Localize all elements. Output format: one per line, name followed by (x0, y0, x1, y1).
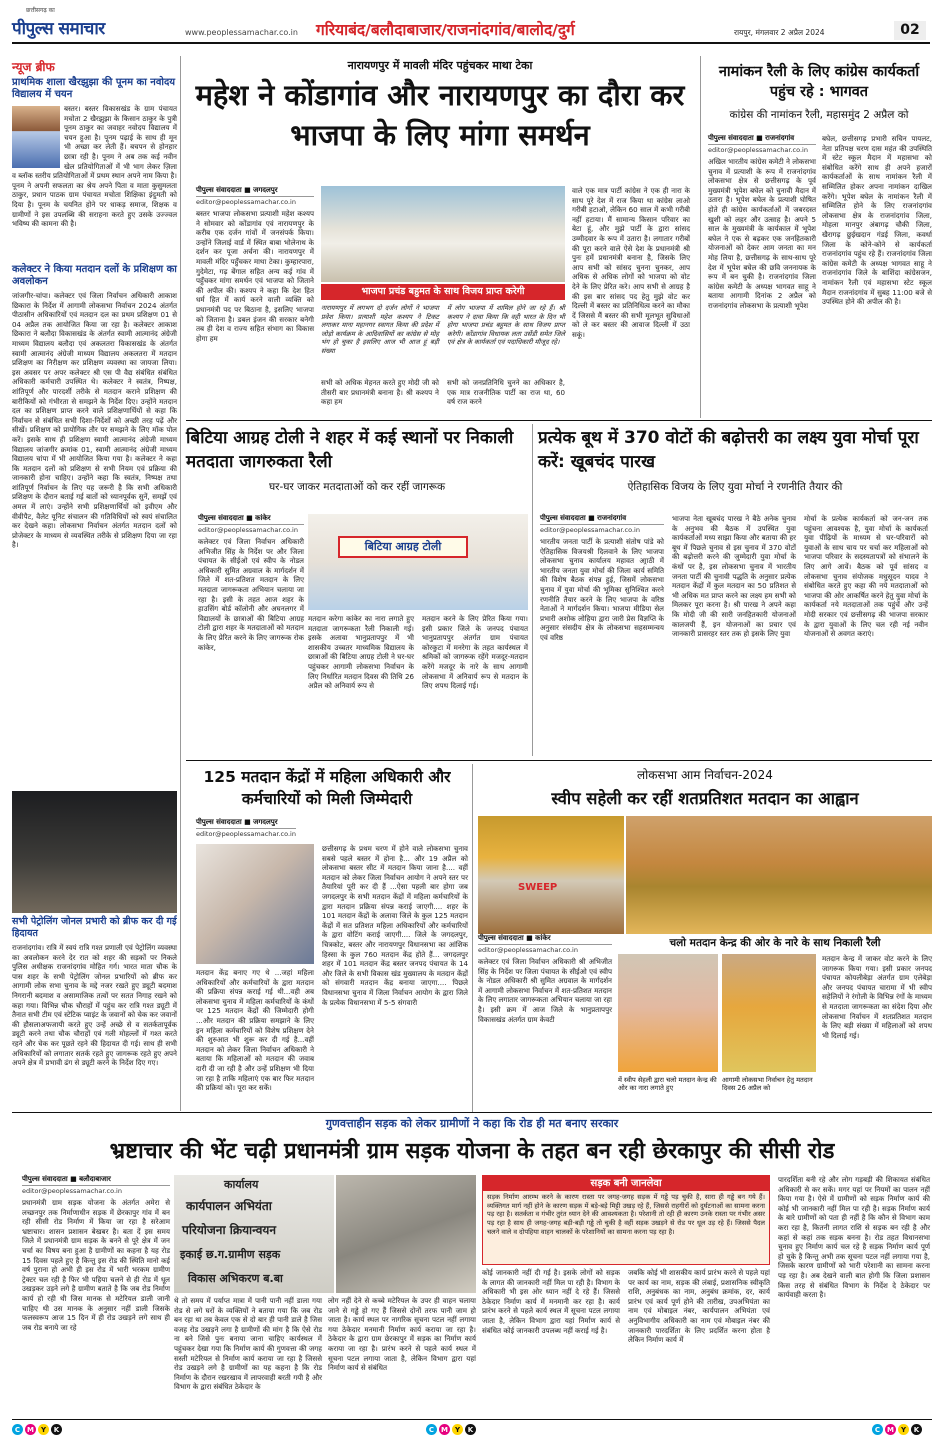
bottom-body-3: लोग नहीं देने से कच्चे मटेरियल के उपर ही वाहन चलाया जाने से गड्ढे हो गए हैं जिससे दोनों तरफ पानी जाम हो जाता है। कार्य स्थल पर नागरिक सूचना पटल नहीं लगाया गया ठेकेदार मनमानी निर्माण कार्य कराया जा रहा है। ठेकेदार के द्वारा ग्राम छेरकापुर में सड़क का निर्माण कार्य कराया जा रहा है। प्रारंभ करने से पहले कार्य स्थल में सूचना पटल लगाया जाता है, लेकिन विभाग द्वारा यहां निर्माण कार्य से संबंधित (328, 1296, 476, 1373)
board-line-4: इकाई छ.ग.ग्रामीण सड़क (180, 1248, 281, 1261)
bitiya-body-2: मतदान करेगा कांकेर का नारा लगाते हुए मतदाता जागरूकता रैली निकाली गई। इसके अलावा भानुप्रतापपुर में भी शासकीय उच्चतर माध्यमिक विद्यालय के छात्राओं की बिटिया आग्रह टोली ने घर-घर पहुंचकर आगामी लोकसभा निर्वाचन के लिए निर्धारित मतदान दिवस की तिथि 26 अप्रैल को अनिवार्य रूप से (308, 614, 414, 691)
women-right-rule (472, 764, 473, 1112)
issue-date: रायपुर, मंगलवार 2 अप्रैल 2024 (734, 28, 825, 37)
sweep-photo-rally (626, 816, 932, 934)
sweep-body-2: मतदान केन्द्र में जाकर वोट करने के लिए जागरूक किया गया। इसी प्रकार जनपद पंचायत कोयलीबेड़ा अंतर्गत ग्राम एलेबेड़ा और जनपद पंचायत चारामा में भी स्वीप सहेलियों ने रंगोली के विभिन्न रंगों के माध्यम से मतदाता जागरूकता का संदेश दिया और लोकसभा निर्वाचन में शतप्रतिशत मतदान के लिए बड़ी संख्या में महिलाओं को शपथ भी दिलाई गई। (822, 954, 932, 1040)
cmyk-y: Y (452, 1424, 463, 1435)
lead-right-rule (700, 56, 701, 418)
box-title: सड़क बनी जानलेवा (483, 1176, 769, 1191)
cmyk-y: Y (898, 1424, 909, 1435)
sweep-body-1: कलेक्टर एवं जिला निर्वाचन अधिकारी श्री अभिजीत सिंह के निर्देश पर जिला पंचायत के सीईओ एवं स्वीप के नोडल अधिकारी श्री सुमित अग्रवाल के मार्गदर्शन में आगामी लोकसभा निर्वाचन में शत-प्रतिशत मतदान के लिए लगातार जागरूकता अभियान चलाया जा रहा है। इसी क्रम में आज जिले के भानुप्रतापपुर विकासखंड अंतर्गत ग्राम केवटी (478, 957, 613, 1024)
cmyk-marks-right (872, 1424, 922, 1435)
brief-headline-1: प्राथमिक शाला खैरझुझा की पूनम का नवोदय विद्यालय में चयन (12, 77, 176, 100)
women-photo (196, 844, 314, 964)
cmyk-k: K (911, 1424, 922, 1435)
booth-email[interactable]: editor@peoplessamachar.co.in (540, 526, 640, 534)
bitiya-body-1: कलेक्टर एवं जिला निर्वाचन अधिकारी अभिजीत सिंह के निर्देश पर और जिला पंचायत के सीईओ एवं स्वीप के नोडल अधिकारी सुमित अग्रवाल के मार्गदर्शन में जिले में शत-प्रतिशत मतदान के लिए मतदाता जागरूकता अभियान चलाया जा रहा है। इसी के तहत आज शहर के हाउसिंग बोर्ड कॉलोनी और अघनलगर में विद्यालयों के छात्राओं की बिटिया आग्रह टोली द्वारा शहर के मतदाताओं को मतदान के लिए प्रेरित करने के लिए जागरूक रोक कांकेर, (198, 537, 304, 652)
bitiya-headline: बिटिया आग्रह टोली ने शहर में कई स्थानों पर निकाली मतदाता जागरुकता रैली (186, 428, 514, 472)
cmyk-c: C (426, 1424, 437, 1435)
booth-body-1: भारतीय जनता पार्टी के प्रत्याशी संतोष पांडे को ऐतिहासिक विजयश्री दिलवाने के लिए भाजपा लोकसभा चुनाव कार्यालय महावत आ्राठी में भारतीय जनता युवा मोर्चा की जिला कार्य समिति की विशेष बैठक संपन्न हुई, जिसमें लोकसभा चुनाव में युवा मोर्चा की भूमिका सुनिश्चित करने रणनीति तैयार करने के लिए भाजपा के वरिष्ठ नेताओं ने मार्गदर्शन किया। भाजपा मीडिया सेल प्रभारी अशोक लोहिया द्वारा जारी प्रेस विज्ञप्ति के अनुसार संसदीय क्षेत्र के लोकसभा सहसम्मन्वय एवं वरिष्ठ (540, 537, 664, 642)
bitiya-col-1 (198, 514, 304, 756)
bitiya-photo (308, 514, 528, 610)
bottom-col-1 (22, 1175, 170, 1415)
sweep-cap-b: आगामी लोकसभा निर्वाचन हेतु मतदान दिवस 26 अप्रैल को (722, 1076, 813, 1092)
logo[interactable] (12, 7, 192, 40)
rule-row-1 (186, 420, 932, 421)
news-brief-tag: न्यूज ब्रीफ (12, 60, 55, 74)
lead-email[interactable]: editor@peoplessamachar.co.in (196, 198, 296, 206)
bottom-body-2: थे तो समय में पर्याप्त मात्रा में पानी पानी नहीं डाला गया रोड से लगे घरों के व्यक्तियों ने बताया गया कि जब रोड बन रहा था तब केवल एक से दो बार ही पानी डाले है जिस वजह रोड उखड़ने लगा है ग्रामीणों की मांग है कि ऐसे रोड ना बने जिसे पुनः बनाया जाना चाहिए कार्यस्थल में पहुंचकर देखा गया कि निर्माण कार्य की गुणवत्ता की जगह सस्ती मटेरियल से निर्माण कार्य कराया जा रहा है जिससे रोड उखड़ने लगे है ग्रामीणों का यह कहना है कि रोड निर्माण के दौरान रखरखाव में लापरवाही बरती गयी है और विभाग के द्वारा संबंधित ठेकेदार के (174, 1296, 322, 1392)
brief-body-3: राजनांदगांव। रात्रि में स्वयं रात्रि गश्त प्रणाली एवं पेट्रोलिंग व्यवस्था का अवलोकन करने देर रात को शहर की सड़कों पर निकले पुलिस अधीक्षक राजनांदगांव मोहित गर्ग। भारत माता चौक के पास शहर के सभी पेट्रोलिंग जोनल प्रभारियों को ब्रीफ कर आगामी लोक सभा चुनाव के मद्दे नजर रखते हुए ड्यूटी बदमाश निगरानी बदमाश व असामाजिक तत्वों पर सतत निगाह रखने को कहा गया। विभिन्न चौक चौराहों में पहुंच कर रात्रि गश्त ड्यूटी में तैनात सभी टीम एवं स्टेटिक प्वाइंट के जवानों को चेक कर जवानों की हौसलाअफजायी करते हुए उन्हें अच्छे से व सतर्कतापूर्वक ड्यूटी करने तथा चौक चौराहों एवं गली मोहल्लों में गश्त करते रहने और चेक कर पूछते रहने की हिदायत दी गई। साथ ही सभी अधिकारियों को लगातार सतर्क रहते हुए जागरूक रहते हुए अपने अपने क्षेत्र में प्रभावी ढंग से ड्यूटी करने के निर्देश दिए गए। (12, 943, 177, 1068)
rally-sub: कांग्रेस की नामांकन रैली, महासमुंद 2 अप्रैल को (729, 109, 909, 121)
bottom-kicker: गुणवत्ताहीन सड़क को लेकर ग्रामीणों ने कहा कि रोड ही मत बनाए सरकार (325, 1117, 619, 1130)
rule-row-3 (12, 1112, 932, 1113)
sweep-photo-2 (618, 954, 718, 1072)
booth-headline: प्रत्येक बूथ में 370 वोटों की बढ़ोत्तरी का लक्ष्य युवा मोर्चा पूरा करें: खूबचंद पारख (538, 428, 919, 472)
lead-body-3: वाले एक मात्र पार्टी कांग्रेस ने एक ही नारा के साथ पूरे देश में राज किया था कांग्रेस लाओ गरीबी हटाओ, लेकिन 60 साल में कभी गरीबी नहीं हटाया। मैं सामान्य किसान परिवार का बेटा हूं, और मुझे पार्टी के द्वारा सांसद उम्मीदवार के रूप में उतारा है। लगातार गरीबों की पूरा करने वाले ऐसे देश के प्रधानमंत्री श्री पुनः हमें प्रधानमंत्री बनाना है, जिसके लिए आप सभी को सांसद चुनना चुनकर, आप अधिक से अधिक लोगों को भाजपा को वोट देने के लिए प्रेरित करे। आप सभी से आग्रह है की इस बार सांसद पद हेतु मुझे वोट कर दिल्ली में बस्तर का प्रतिनिधित्व करने का मौका दें जिससे मैं बस्तर की सभी मूलभूत सुविधाओं को ले कर बस्तर की आवाज दिल्ली में उठा सकूं। (572, 186, 690, 339)
masthead-rule (12, 42, 930, 44)
board-line-2: कार्यपालन अभियंता (186, 1199, 272, 1213)
sweep-cap-a: में स्वीप सेहली द्वारा चलो मतदान केन्द्र की ओर का नारा लगाते हुए (618, 1076, 717, 1092)
sweep-photo-3 (722, 954, 816, 1072)
cmyk-k: K (51, 1424, 62, 1435)
brief-caption-3: सभी पेट्रोलिंग जोनल प्रभारी को ब्रीफ कर दी गई हिदायत (12, 916, 177, 939)
photo-banner: भाजपा प्रचंड बहुमत के साथ विजय प्राप्त करेगी (321, 284, 565, 300)
cmyk-m: M (439, 1424, 450, 1435)
lead-body-4: सभी को जनप्रतिनिधि चुनने का अधिकार है, एक मात्र राजनीतिक पार्टी का राज था, 60 वर्ष राज करने (447, 378, 565, 407)
women-body-2: मतदान केंद्र बनाए गए थे ...जहां महिला अधिकारियों और कर्मचारियों के द्वारा मतदान की प्रक्रिया संपन्न कराई गई थी...वही अब लोकसभा चुनाव में महिला कर्मचारियों के कंधों पर 125 मतदान केंद्रों की जिम्मेदारी होगी ...और मतदान की प्रक्रिया समझाने के लिए इन महिला कर्मचारियों को विशेष प्रशिक्षण देने की शुरुआत भी शुरू कर दी गई है...वहीं मतदान को लेकर जिला निर्वाचन अधिकारी ने बताया कि महिलाओं को मतदान की जवाब दारी दी जा रही है और उन्हें प्रशिक्षण भी दिया जा रहा है ताकि महिलाएं एक बार फिर मतदान की प्रक्रियां को। पूरा कर सकें। (196, 968, 314, 1093)
bottom-body-4: कोई जानकारी नहीं दी गई है। इसके लोगों को सड़क के लागत की जानकारी नहीं मिल पा रही है। विभाग के अधिकारी भी इस ओर ध्यान नहीं दे रहे हैं। जिससे ठेकेदार निर्माण कार्य में मनमानी कर रहा है। कार्य प्रारंभ करने से पहले कार्य स्थल में सूचना पटल लगाया जाता है, लेकिन विभाग द्वारा यहां निर्माण कार्य से संबंधित कोई जानकारी उपलब्ध नहीं कराई गई है। (482, 1268, 620, 1335)
patrolling-photo (12, 791, 177, 913)
board-line-5: विकास अभिकरण ब.बा (188, 1272, 283, 1285)
sweep-col-1 (478, 934, 612, 1112)
campaign-photo (321, 186, 565, 282)
women-body-1: छत्तीसगढ़ के प्रथम चरण में होने वाले लोकसभा चुनाव सबसे पहले बस्तर में होना है... और 19 अप्रैल को लोकसभा बस्तर सीट में मतदान किया जाना है.... वहीं मतदान को लेकर जिला निर्वाचन आयोग ने अपने स्तर पर तैयारियां पूरी कर दी हैं ...ऐसा पहली बार होगा जब जगदलपुर के सभी मतदान केंद्रों में महिला कर्मचारियों के द्वारा मतदान प्रक्रिया संपन्न कराई जाएगी.... शहर के 101 मतदान केंद्रों के अलावा जिले के कुल 125 मतदान केंद्रों में सत प्रतिशत महिला अधिकारियों और कर्मचारियों के द्वारा वोटिंग कराई जाएगी.... जिले के जगदलपुर, चित्रकोट, बस्तर और नारायणपुर विधानसभा का आंशिक हिस्सा के कुल 760 मतदान केंद्र होते हैं... जगदलपुर शहर में 101 मतदान केंद्र बस्तर जनपद पंचायत के 14 और जिले के सभी विकास खंड मुख्यालय के मतदान केंद्रों को संगवारी मतदान केंद्र बनाया जाएगा.... पिछले विधानसभा चुनाव में जिला निर्वाचन आयोग के द्वारा जिले के प्रत्येक विधानसभा में 5-5 संगवारी (322, 844, 468, 1007)
road-photo (336, 1175, 476, 1293)
sweep-kicker: लोकसभा आम निर्वाचन-2024 (637, 768, 773, 782)
booth-byline: पीपुल्स संवाददाता ■ राजनांदगांव (540, 514, 664, 525)
bitiya-banner-text: बिटिया आग्रह टोली (338, 536, 468, 558)
rally-headline: नामांकन रैली के लिए कांग्रेस कार्यकर्ता पहुंच रहे : भागवत (718, 64, 920, 100)
road-danger-box (482, 1175, 770, 1265)
student-photo (12, 106, 60, 168)
cmyk-y: Y (38, 1424, 49, 1435)
bottom-body-5: जबकि कोई भी शासकीय कार्य प्रारंभ करने से पहले यहां पर कार्य का नाम, सड़क की लंबाई, प्रशासनिक स्वीकृति राशि, अनुबंधक का नाम, अनुबंध क्रमांक, दर, कार्य प्रारंभ एवं कार्य पूर्ण होने की तारीख, उपअभियंता का नाम एवं मोबाइल नंबर, कार्यपालन अभियंता एवं अनुविभागीय अधिकारी का नाम एवं मोबाइल नंबर की जानकारी पारदर्शिता के लिए प्रदर्शित करना होता है लेकिन निर्माण कार्य में (628, 1268, 770, 1345)
booth-body-2: भाजपा नेता खूबचंद पारख ने बैठे अनेक चुनाव के अनुभव की बैठक में उपस्थित युवा कार्यकर्ताओं मध्य साझा किया और बताया की हर बूथ में पिछले चुनाव से इस चुनाव में 370 वोटों की बढ़ोत्तरी करने की जुम्मेदारी युवा मोर्चा के कंधों पर है, इस लोकसभा चुनाव में भारतीय जनता पार्टी की चुनावी पद्धति के अनुसार प्रत्येक मतदान केंद्रों में कुल मतदान का 50 प्रतिशत से भी अधिक मत प्राप्त करने का लक्ष्य हम सभी को मिलकर पूरा करना है। श्री पारख ने अपने कहा कि मोदी जी की सारी जनहितकारी योजनाओं कालजयी हैं, इन योजनाओं का प्रचार एवं जानकारी प्रासरहर स्तर तक हो इसके लिए युवा (672, 514, 796, 639)
rally-body-2: बघेल, छत्तीसगढ़ प्रभारी सचिन पायलट, नेता प्रतिपक्ष चरण दास महंत की उपस्थिति में स्टेट स्कूल मैदान में महासभा को संबोधित करेंगे साथ ही अपने हजारों कार्यकर्ताओं के साथ नामांकन रैली में सम्मिलित होकर अपना नामांकन दाखिल करेंगे। भूपेश बघेल के नामांकन रैली में सम्मिलित होने के लिए राजनांदगांव लोकसभा क्षेत्र के राजनांदगांव जिला, मोहला मानपुर अंबागढ़ चौकी जिला, खैरागढ़ छुईखदान गंडई जिला, कवर्धा जिला के कोने-कोने से कार्यकर्ता राजनांदगांव पहुंच रहे हैं। राजनांदगांव जिला कांग्रेस कमेटी के अध्यक्ष भागवत साहू ने राजनांदगांव जिले के बाशिंदा कांग्रेसजन, नामांकन रैली एवं महासभा स्टेट स्कूल मैदान राजनांदगांव में सुबह 11:00 बजे से उपस्थित होने की अपील की है। (822, 134, 932, 307)
bitiya-sub: घर-घर जाकर मतदाताओं को कर रहीं जागरूक (268, 481, 446, 493)
sweep-rangoli-text: SWEEP (518, 882, 558, 893)
bitiya-byline: पीपुल्स संवाददाता ■ कांकेर (198, 514, 304, 525)
bitiya-body-3: मतदान करने के लिए प्रेरित किया गया। इसी प्रकार जिले के जनपद पंचायत भानुप्रतापपुर अंतर्गत ग्राम पंचायत कोरकुटा में मनरेगा के तहत कार्यस्थल में श्रमिकों को जागरूक रहेंगे मजदूर-मतदान करेंगे मजदूर के नारे के साथ आगामी लोकसभा में अनिवार्य रूप से मतदान के लिए शपथ दिलाई गई। (422, 614, 528, 691)
rally-byline: पीपुल्स संवाददाता ■ राजनांदगांव (708, 134, 816, 145)
cmyk-c: C (12, 1424, 23, 1435)
cmyk-c: C (872, 1424, 883, 1435)
lead-byline: पीपुल्स संवाददाता ■ जगदलपुर (196, 186, 314, 197)
brief-headline-2: कलेक्टर ने किया मतदान दलों के प्रशिक्षण का अवलोकन (12, 264, 177, 287)
lead-body-2: सभी को अधिक मेहनत करते हुए मोदी जी को तीसरी बार प्रधानमंत्री बनाना है। श्री कश्यप ने कहा हम (321, 378, 439, 407)
bitiya-email[interactable]: editor@peoplessamachar.co.in (198, 526, 298, 534)
sweep-headline: स्वीप सहेली कर रहीं शतप्रतिशत मतदान का आह्वान (551, 789, 859, 808)
sweep-email[interactable]: editor@peoplessamachar.co.in (478, 946, 578, 954)
left-column-rule (180, 56, 181, 1111)
cmyk-m: M (25, 1424, 36, 1435)
footer-rule (12, 1419, 932, 1420)
women-story (186, 766, 468, 1112)
lead-story (186, 58, 694, 418)
bitiya-right-rule (532, 424, 533, 756)
brief-body-2: जांजगीर-चांपा। कलेक्टर एवं जिला निर्वाचन अधिकारी आकाश छिकारा के निर्देश में आगामी लोकसभा निर्वाचन 2024 अंतर्गत पीठासीन अधिकारियों एवं मतदान दल का प्रथम प्रशिक्षण 01 से 04 अप्रैल तक आयोजित किया जा रहा है। कलेक्टर आकाश छिकारा ने बलौदा विकासखंड के अंतर्गत स्वामी आत्मानंद अंग्रेजी माध्यम विद्यालय बलौदा एवं अकलतरा विकासखंड के अंतर्गत स्वामी आत्मानंद अंग्रेजी माध्यम विद्यालय अकलतरा में मतदान प्रशिक्षण का निरीक्षण कर प्रशिक्षण व्यवस्था का जायजा लिया। इस अवसर पर अपर कलेक्टर श्री एस पी वैद्य संबंधित संबंधित अधिकारी कर्मचारी उपस्थित थे। कलेक्टर ने स्वतंत्र, निष्पक्ष, शांतिपूर्ण और पारदर्शी तरीके से मतदान कराने प्रशिक्षण की बारीकियों को गंभीरता से समझने के निर्देश दिए। उन्होंने मतदान दल का प्रशिक्षण प्राप्त करने वाले प्रशिक्षणार्थियों से कहा कि निर्वाचन से संबंधित सभी दिशा-निर्देशों को अच्छी तरह पढ़ें और सीखें। प्रशिक्षण को प्रायोगिक तौर पर समझने के लिए मॉक पोल करें। इसके साथ ही प्रशिक्षण स्वामी आत्मानंद अंग्रेजी माध्यम विद्यालय जांजगीर क्रमांक 01, स्वामी आत्मानंद अंग्रेजी माध्यम विद्यालय चांपा में भी आयोजित किया गया है। कलेक्टर ने कहा कि मतदान दलों को प्रशिक्षण से सभी नियम एवं प्रक्रिया की जानकारी होना चाहिए। उन्होंने कहा कि स्वतंत्र, निष्पक्ष तथा शांतिपूर्ण निर्वाचन के लिए यह जरूरी है कि सभी अधिकारी प्रशिक्षण के दौरान बताई गई बातों को ध्यानपूर्वक सुनें, समझें एवं अमल में लाएं। उन्होंने सभी प्रशिक्षणार्थियों को इवीएम और वीवीपैट, वैलेट यूनिट संचालन की गतिविधियों को स्वयं संचालित कर देखने कहा। लोकसभा निर्वाचन अंतर्गत मतदान दलों को प्रोजेक्टर के माध्यम से व्यवस्थित तरीके से प्रशिक्षण दिया जा रहा है। (12, 291, 177, 550)
board-line-1: कार्यालय (224, 1178, 259, 1191)
sweep-byline: पीपुल्स संवाददाता ■ कांकेर (478, 934, 612, 945)
bitiya-story (186, 426, 528, 756)
bottom-email[interactable]: editor@peoplessamachar.co.in (22, 1187, 122, 1195)
sweep-story (478, 766, 932, 1112)
rally-story (706, 62, 932, 418)
sweep-photo-caption: चलो मतदान केन्द्र की ओर के नारे के साथ निकाली रैली (669, 937, 881, 949)
booth-body-3: मोर्चा के प्रत्येक कार्यकर्ता को जन-जन तक पहुंचना आवश्यक है, युवा मोर्चा के कार्यकर्ता युवा पीढ़ियों के माध्यम से घर-परिवारों को युवाओं के साथ चाय पर चर्चा कर महिलाओं को भाजपा परिवार के सदस्यतापत्रों को संभालने के लिए आगे आवें। बैठक को पूर्व सांसद व लोकसभा चुनाव संयोजक मधुसूदन यादव ने संबोधित करते हुए कहा की नये मतदाताओं को भाजपा की ओर आकर्षित करने हेतु युवा मोर्चा के कार्यकर्ता नये मतदाताओं तक पहुंचें और उन्हें मोदी सरकार एवं छत्तीसगढ़ की भाजपा सरकार के द्वारा युवाओं के लिए चल रही नई नवीन योजनाओं से अवगत कराएं। (804, 514, 928, 639)
signboard-photo (174, 1175, 334, 1293)
logo-text: पीपुल्स समाचार (12, 19, 105, 39)
bottom-body-1: प्रधानमंत्री ग्राम सड़क योजना के अंतर्गत अमेरा से लच्छनपुर तक निर्माणाधीन सड़क में छेरकापुर गांव में बन रही सीसी रोड निर्माण में किया जा रहा है सरेआम भ्रष्टाचार। शासन प्रशासन बेखबर है। बता दें इस समय जिले में प्रधानमंत्री ग्राम सड़क के बनने से पूरे क्षेत्र में जन चर्चा का विषय बना हुआ है ग्रामीणों का कहना है यह रोड 15 दिवस पहले हुए है किन्तु इस रोड की स्थिति मानो कई वर्ष पुराना हो अभी ही इस रोड में भारी भरकम ग्रामीण ट्रेक्टर चल रही है फिर भी पहिया चलने से ही रोड में धूल उखड़कर उड़ने लगे है ग्रामीण बताते है कि जब रोड निर्माण कार्य हो रही थी जिस मानक से मटेरियल डाली जानी चाहिए थी उस मानक के अनुसार नहीं डाली जिसके फलस्वरूप आज 15 दिन में ही रोड उखड़ने लगे साथ ही जब रोड बनाये जा रहे (22, 1198, 170, 1332)
rule-row-2 (186, 760, 932, 761)
masthead (0, 0, 945, 44)
banner-body-1: नारायणपुर में लगभग दो दर्जन लोगों ने भाजपा प्रवेश किया। प्रत्याशी महेश कश्यप ने टिकट लगाकर माना महानगर स्वागत किया की प्रदेश में जोड़ो कार्यक्रम के आदिवासियों का कांग्रेस से मोह भंग हो चुका है इसलिए आज भी आज हूं बड़ी संख्या (321, 304, 439, 355)
bottom-byline: पीपुल्स संवाददाता ■ बलौदाबाजार (22, 1175, 170, 1186)
lead-kicker: नारायणपुर में मावली मंदिर पहुंचकर माथा टेका (347, 59, 533, 72)
lead-body-1: बस्तर भाजपा लोकसभा प्रत्याशी महेश कश्यप ने सोमवार को कोंडागांव एवं नारायणपुर के करीब एक दर्जन गांवों में जनसंपर्क किया। उन्होंने जिलाई वार्ड में स्थित बाबा भोलेनाथ के दर्शन कर पूजा अर्चना की। नारायणपुर में मावली मंदिर पहुँचकर माथा टेका। कुम्हारपारा, गुदेमेटा, गढ़ बेंगाल सहित अन्य कई गांव में पहुँचकर मांगा समर्थन एवं भाजपा को जिताने की अपील की। कश्यप ने कहा कि देश हित धर्म हित में कार्य करने वाली व्यक्ति को प्रधानमंत्री पद पर बिठाना है, इसलिए भाजपा को जिताना है। डबल इंजन की सरकार बनेगी तब ही देश व राज्य सहित संभाग का विकास होगा हम (196, 209, 314, 343)
rally-col-1 (708, 134, 816, 418)
page-number: 02 (894, 21, 926, 40)
website[interactable]: www.peoplessamachar.co.in (185, 28, 298, 37)
logo-tag: छत्तीसगढ़ का (26, 7, 55, 14)
cmyk-marks-left (12, 1424, 62, 1435)
women-headline: 125 मतदान केंद्रों में महिला अधिकारी और कर्मचारियों को मिली जिम्मेदारी (203, 768, 451, 808)
news-brief-column (12, 58, 177, 1108)
cities-strip: गरियाबंद/बलौदाबाजार/राजनांदगांव/बालोद/दुर्ग (316, 21, 575, 39)
sweep-photo-rangoli (478, 816, 624, 934)
cmyk-m: M (885, 1424, 896, 1435)
booth-story (538, 426, 932, 756)
bottom-headline: भ्रष्टाचार की भेंट चढ़ी प्रधानमंत्री ग्राम सड़क योजना के तहत बन रही छेरकापुर की सीसी रोड (109, 1139, 835, 1164)
cmyk-k: K (465, 1424, 476, 1435)
booth-sub: ऐतिहासिक विजय के लिए युवा मोर्चा ने रणनीति तैयार की (627, 481, 843, 493)
rally-body-1: अखिल भारतीय कांग्रेस कमेटी ने लोकसभा चुनाव में प्रत्याशी के रूप में राजनांदगांव लोकसभा क्षेत्र से छत्तीसगढ़ के पूर्व मुख्यमंत्री भूपेश बघेल को चुनावी मैदान में उतारा है। भूपेश बघेल के प्रत्याशी घोषित होते ही कांग्रेस कार्यकर्ताओं में जबरदस्त खुशी को लहर और उत्साह है। अपने 5 साल के मुख्यमंत्री के कार्यकाल में भूपेश बघेल ने एक से बढ़कर एक जनहितकारी योजनाओं को देकर आम जनता का मन मोह लिया है, छत्तीसगढ़ के साथ-साथ पूरे देश में भूपेश बघेल की छवि जननायक के रूप में बन चुकी है। राजनांदगांव जिला कांग्रेस कमेटी के अध्यक्ष भागवत साहू ने बताया आगामी दिनांक 2 अप्रैल को राजनांदगांव लोकसभा के प्रत्याशी भूपेश (708, 157, 816, 310)
lead-headline: महेश ने कोंडागांव और नारायणपुर का दौरा कर भाजपा के लिए मांगा समर्थन (195, 78, 685, 152)
banner-body-2: में लोग भाजपा में शामिल होने जा रहे हैं। श्री कश्यप ने दावा किया कि वही भारत के दिन भी होगा भाजपा प्रचंड बहुमत के साथ विजय प्राप्त करेगी। कोंडागांव विधायक लता उसेंडी समेत जिले एवं क्षेत्र के कार्यकर्ता एवं पदाधिकारी मौजूद रहे। (447, 304, 565, 347)
board-line-3: परियोजना क्रियान्वयन (182, 1223, 277, 1237)
bottom-body-6: पारदर्शिता बनी रहे और लोग गड़बड़ी की शिकायत संबंधित अधिकारी से कर सकें। मगर यहां पर नियमों का पालन नहीं किया गया है। ऐसे में ग्रामीणों को सड़क निर्माण कार्य की कोई भी जानकारी नहीं मिल पा रही है। सड़क निर्माण कार्य के बारे ग्रामीणों को पता ही नहीं है कि कौन से विभाग काम करा रहा है, कितनी लागत राशि से सड़क बन रही है और कहां से कहां तक सड़क बनना है। रोड तहत विधानसभा चुनाव हुए निर्माण कार्य चल रहे है सड़क निर्माण कार्य पूर्ण हो चुके है किन्तु अभी तक सूचना पटल नहीं लगाया गया है, जिसके कारण ग्रामीणों को भारी परेशानी का सामना करना पड़ रहा है। अब देखने वाली बात होगी कि जिला प्रशासन किस तरह से संबंधित विभाग के निर्देश दे ठेकेदार पर कार्यवाही करता है। (778, 1175, 930, 1300)
booth-col-1 (540, 514, 664, 756)
rally-email[interactable]: editor@peoplessamachar.co.in (708, 146, 808, 154)
lead-col-1 (196, 186, 314, 416)
cmyk-marks-mid (426, 1424, 476, 1435)
women-email[interactable]: editor@peoplessamachar.co.in (196, 830, 296, 838)
box-body: सड़क निर्माण आरम्भ करने के कारण रास्ता पर जगह-जगह सड़क में गड्ढे पड़ चुकी है, सारा ही गड्ढे बन गये हैं। व्यक्तिगत मार्ग नहीं होने के कारण सड़क में बड़े-बड़े मिट्टी उखड़ रहे हैं, जिससे राहगीरों को दुर्घटनाओं का सामना करना पड़ रहा है। सतर्कता व गंभीर तुरंत ध्यान देने की आवश्यकता है। परेशानी तो रही ही कारण उनके रास्ता पर गंभीर असर पड़ रहा है साथ ही जगह-जगह बड़ी-बड़ी गड्ढे तो चुकी है वहीं सड़क उखड़ने से रोड पर धूल उड़ रहे हैं। जिससे पैदल चलने वाले व दोपहिया वाहन चालकों के परेशानियों का सामना करना पड़ रहा है। (487, 1193, 765, 1236)
women-byline: पीपुल्स संवाददाता ■ जगदलपुर (196, 818, 296, 829)
brief-body-1: बस्तर। बस्तर विकासखंड के ग्राम पंचायत मचोता 2 खैरझुझा के किसान ठाकुर के पुत्री पूनम ठाकुर का जवाहर नवोदय विद्यालय में चयन हुआ है। पूनम पढ़ाई के साथ ही मून भी अच्छा कर लेती हैं। बचपन से होनहार छात्रा रही है। पूनम ने अब तक कई नवीन खेल प्रतियोगिताओं में भी भाग लेकर ज़िला व ब्लॉक स्तरीय प्रतियोगिताओं में प्रथम स्थान अपने नाम किया है। पूनम ने अपनी सफलता का श्रेय अपने पिता व माता कुसुमलता ठाकुर, प्रधान पाठक ग्राम पंचायत मचोता शिक्षिका इंदुमती को दिया है। पूनम के चयनित होने पर धाकड़ समाज, शिक्षक व ग्रामीणों ने इस उपलब्धि की सराहना करते हुए उसके उज्ज्वल भविष्य की कामना की है। (12, 104, 177, 229)
